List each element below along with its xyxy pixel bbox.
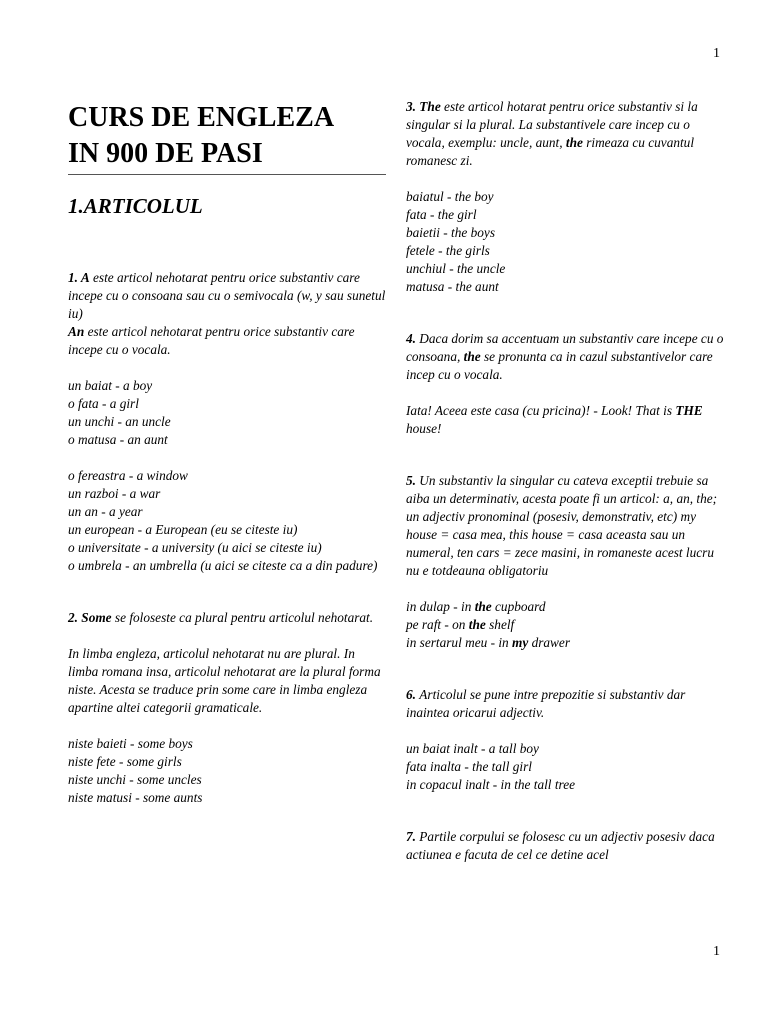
section-1-an-paragraph: An este articol nehotarat pentru orice substantiv care incepe cu o vocala.	[68, 324, 355, 357]
title-underline	[68, 174, 386, 175]
page-number-top: 1	[713, 46, 720, 61]
title-line-1: CURS DE ENGLEZA	[68, 102, 335, 133]
example-list-6: un baiat inalt - a tall boy fata inalta - the tall girl in copacul inalt - in the tall tree	[406, 741, 576, 792]
left-column	[68, 100, 386, 807]
section-4-example: Iata! Aceea este casa (cu pricina)! - Look! That is THE house!	[406, 403, 703, 436]
example-list-2: o fereastra - a window un razboi - a war un an - a year un european - a European (eu se citeste iu) o universitate - a university (u aici se citeste iu) o umbrela - an umbrella (u aici se citeste ca a din padure)	[68, 468, 378, 573]
section-2-paragraph: 2. Some se foloseste ca plural pentru articolul nehotarat.	[68, 610, 374, 625]
example-list-3: niste baieti - some boys niste fete - some girls niste unchi - some uncles niste matusi - some aunts	[68, 736, 203, 805]
section-1-a-paragraph: 1. A este articol nehotarat pentru orice substantiv care incepe cu o consoana sau cu o semivocala (w, y sau sunetul iu)	[68, 270, 386, 321]
document-title	[68, 100, 386, 174]
section-4-paragraph: 4. Daca dorim sa accentuam un substantiv care incepe cu o consoana, the se pronunta ca in cazul substantivelor care incep cu o vocala.	[406, 331, 724, 382]
section-title: 1.ARTICOLUL	[68, 194, 203, 218]
section-2-explanation: In limba engleza, articolul nehotarat nu are plural. In limba romana insa, articolul nehotarat are la plural forma niste. Acesta se traduce prin some care in limba engleza apartine altei categorii gramaticale.	[68, 646, 381, 715]
example-list-4: baiatul - the boy fata - the girl baietii - the boys fetele - the girls unchiul - the uncle matusa - the aunt	[406, 189, 506, 294]
page-number-bottom: 1	[713, 944, 720, 959]
title-line-2: IN 900 DE PASI	[68, 138, 263, 169]
section-5-paragraph: 5. Un substantiv la singular cu cateva exceptii trebuie sa aiba un determinativ, acesta poate fi un articol: a, an, the; un adjectiv pronominal (posesiv, demonstrativ, etc) my house = casa mea, this house = casa aceasta sau un numeral, ten cars = zece masini, in romaneste acest lucru nu e totdeauna obligatoriu	[406, 473, 718, 578]
section-7-paragraph: 7. Partile corpului se folosesc cu un adjectiv posesiv daca actiunea e facuta de cel ce detine acel	[406, 829, 715, 862]
section-6-paragraph: 6. Articolul se pune intre prepozitie si substantiv dar inaintea oricarui adjectiv.	[406, 687, 686, 720]
right-column	[406, 98, 728, 864]
example-list-1: un baiat - a boy o fata - a girl un unchi - an uncle o matusa - an aunt	[68, 378, 171, 447]
section-3-paragraph: 3. The este articol hotarat pentru orice substantiv si la singular si la plural. La substantivele care incep cu o vocala, exemplu: uncle, aunt, the rimeaza cu cuvantul romanesc zi.	[406, 99, 698, 168]
example-list-5: in dulap - in the cupboard pe raft - on the shelf in sertarul meu - in my drawer	[406, 599, 570, 650]
